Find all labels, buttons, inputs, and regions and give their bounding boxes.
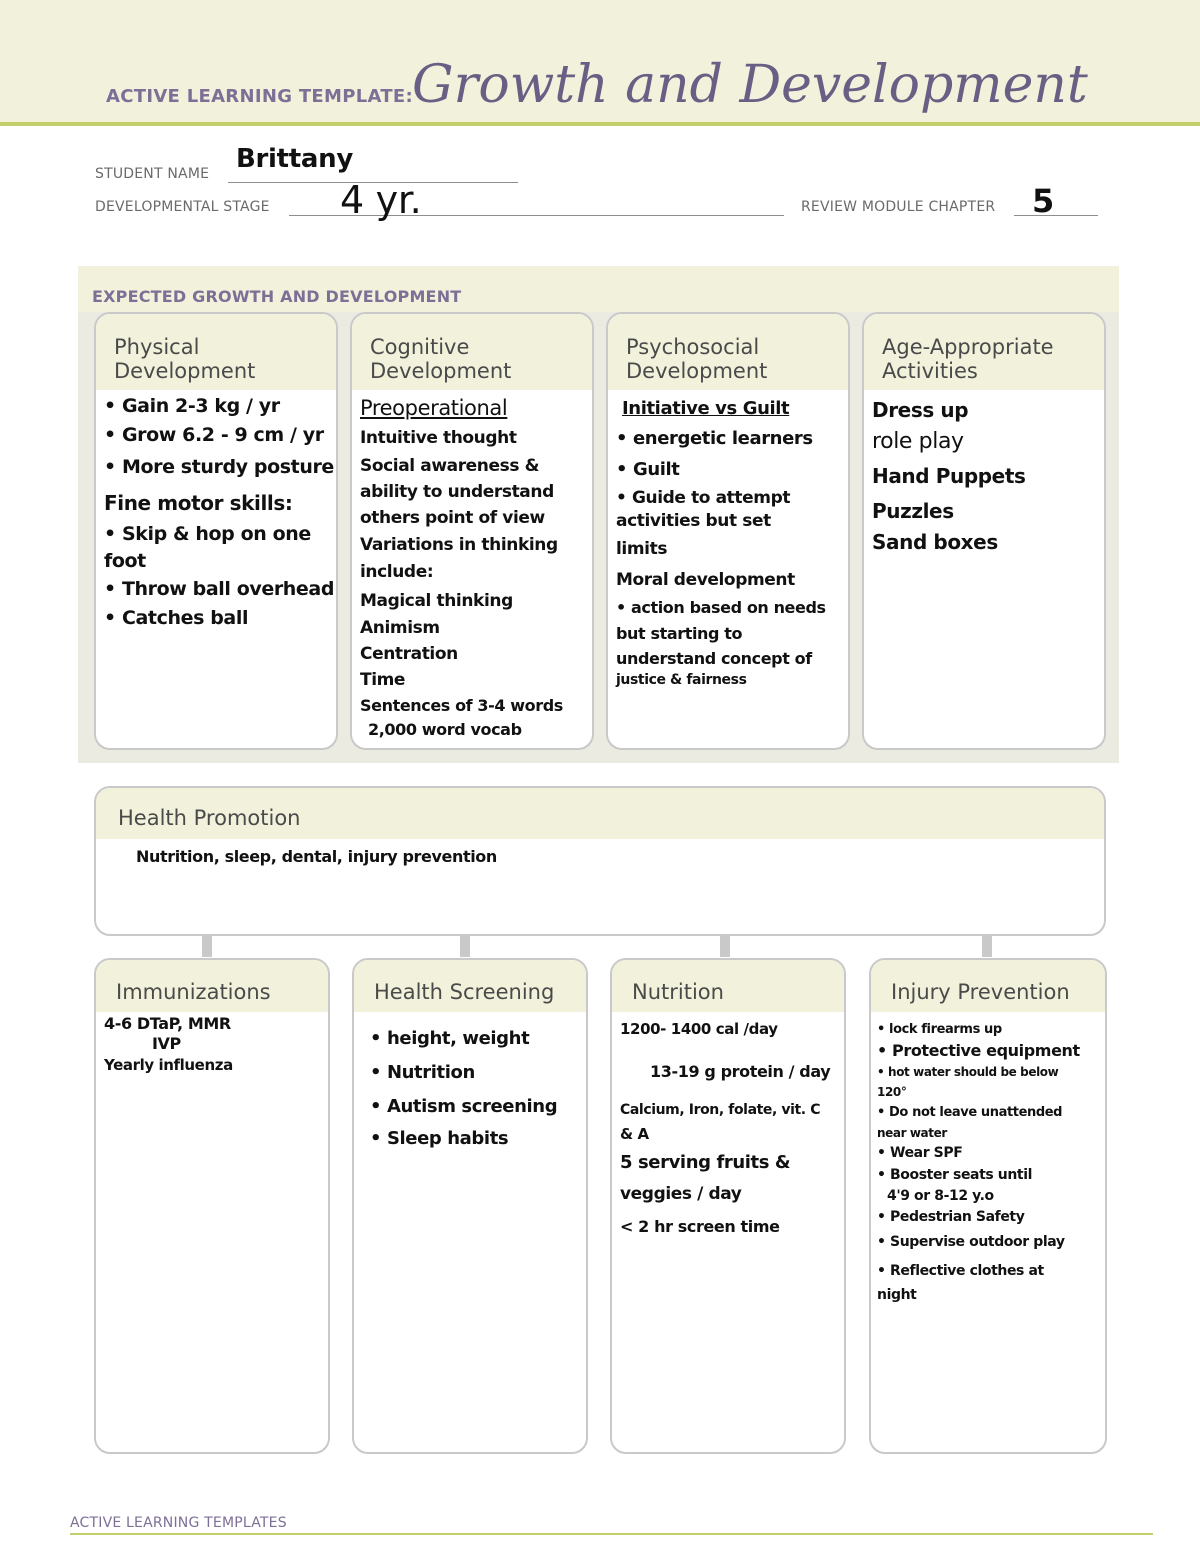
note-line: • Supervise outdoor play [877,1234,1065,1250]
note-line: Initiative vs Guilt [622,398,790,419]
note-line: Calcium, Iron, folate, vit. C [620,1102,821,1118]
connector [202,935,212,957]
note-line: understand concept of [616,649,812,668]
note-line: 120° [877,1085,907,1099]
note-line: 1200- 1400 cal /day [620,1020,778,1038]
immunizations-card [94,958,330,1454]
header-divider [0,122,1200,126]
note-line: • More sturdy posture [104,456,334,478]
card-title: Health Screening [374,980,555,1004]
card-title [370,335,511,383]
note-line: • Nutrition [370,1062,475,1083]
note-line: • Reflective clothes at [877,1263,1044,1279]
cognitive-development-card [350,312,594,750]
card-title-line: Development [370,359,512,383]
student-name-field[interactable]: Brittany [236,144,354,174]
note-line: • Do not leave unattended [877,1105,1063,1120]
note-line: • Booster seats until [877,1167,1033,1183]
card-title-line: Development [626,359,768,383]
health-screening-notes [370,1022,582,1154]
immunizations-notes [104,1014,324,1076]
note-line: but starting to [616,624,743,643]
note-line: • Pedestrian Safety [877,1209,1025,1225]
note-line: Sentences of 3-4 words [360,696,563,715]
note-line: Fine motor skills: [104,491,293,515]
note-line: foot [104,550,146,572]
note-line: Preoperational [360,396,508,420]
note-line: • Wear SPF [877,1145,963,1161]
note-line: justice & fairness [616,672,747,688]
injury-prevention-card [869,958,1107,1454]
note-line: • Grow 6.2 - 9 cm / yr [104,424,324,446]
expected-growth-title: EXPECTED GROWTH AND DEVELOPMENT [92,287,462,306]
psychosocial-development-notes [616,394,844,689]
card-title [114,335,255,383]
note-line: • Throw ball overhead [104,578,335,600]
note-line: IVP [152,1034,181,1053]
note-line: • Gain 2-3 kg / yr [104,395,280,417]
card-title-line: Activities [882,359,978,383]
note-line: Intuitive thought [360,428,517,448]
card-title [882,335,1054,383]
card-title-line: Physical [114,335,200,359]
card-title-line: Age-Appropriate [882,335,1054,359]
note-line: & A [620,1125,649,1143]
note-line: • Guilt [616,459,680,480]
student-name-label: STUDENT NAME [95,166,210,182]
note-line: Time [360,670,406,690]
physical-development-card [94,312,338,750]
developmental-stage-field[interactable]: 4 yr. [340,178,422,222]
note-line: Magical thinking [360,591,513,611]
note-line: limits [616,539,668,559]
note-line: role play [872,429,964,454]
note-line: 4-6 DTaP, MMR [104,1014,231,1033]
note-line: 4'9 or 8-12 y.o [887,1188,994,1204]
card-title: Nutrition [632,980,724,1004]
psychosocial-development-card [606,312,850,750]
page-title: Growth and Development [412,55,1088,115]
connector [982,935,992,957]
footer-divider [70,1533,1153,1535]
note-line: Moral development [616,570,795,590]
age-appropriate-activities-card [862,312,1106,750]
activities-notes [872,394,1100,556]
note-line: • lock firearms up [877,1022,1002,1037]
card-title-line: Psychosocial [626,335,760,359]
note-line: Variations in thinking [360,535,558,555]
note-line: Yearly influenza [104,1056,233,1074]
note-line: 13-19 g protein / day [650,1062,831,1081]
review-module-label: REVIEW MODULE CHAPTER [801,199,996,215]
nutrition-card [610,958,846,1454]
card-title [626,335,767,383]
note-line: • Sleep habits [370,1128,509,1149]
card-title: Health Promotion [118,806,301,830]
note-line: night [877,1287,917,1303]
review-module-line [1014,215,1098,216]
note-line: Puzzles [872,499,954,523]
template-label: ACTIVE LEARNING TEMPLATE: [106,86,413,107]
health-promotion-card [94,786,1106,936]
note-line: • Autism screening [370,1096,558,1117]
note-line: Social awareness & [360,456,540,476]
note-line: • action based on needs [616,598,826,617]
note-line: 2,000 word vocab [368,720,522,739]
physical-development-notes [104,392,335,632]
note-line: veggies / day [620,1184,742,1204]
note-line: ability to understand [360,482,554,502]
note-line: Hand Puppets [872,464,1026,488]
note-line: • Skip & hop on one [104,523,311,545]
note-line: • Guide to attempt [616,488,791,508]
card-title: Injury Prevention [891,980,1070,1004]
note-line: < 2 hr screen time [620,1217,780,1236]
note-line: 5 serving fruits & [620,1152,791,1173]
note-line: include: [360,562,434,582]
connector [720,935,730,957]
developmental-stage-label: DEVELOPMENTAL STAGE [95,199,270,215]
injury-prevention-notes [877,1020,1101,1304]
connector [460,935,470,957]
note-line: • Catches ball [104,607,249,629]
card-title-line: Cognitive [370,335,470,359]
note-line: others point of view [360,508,545,528]
footer-label: ACTIVE LEARNING TEMPLATES [70,1515,287,1531]
note-line: • hot water should be below [877,1065,1059,1079]
note-line: activities but set [616,511,771,531]
note-line: • Protective equipment [877,1041,1080,1060]
note-line: Animism [360,618,440,638]
cognitive-development-notes [360,392,588,741]
note-line: Sand boxes [872,530,998,554]
card-title: Immunizations [116,980,271,1004]
nutrition-notes [620,1012,840,1246]
note-line: Dress up [872,398,969,422]
health-promotion-notes: Nutrition, sleep, dental, injury prevention [136,847,497,866]
review-module-field[interactable]: 5 [1032,182,1054,220]
note-line: • energetic learners [616,428,813,449]
card-title-line: Development [114,359,256,383]
note-line: Centration [360,644,458,664]
note-line: near water [877,1126,947,1140]
note-line: • height, weight [370,1028,530,1049]
health-screening-card [352,958,588,1454]
